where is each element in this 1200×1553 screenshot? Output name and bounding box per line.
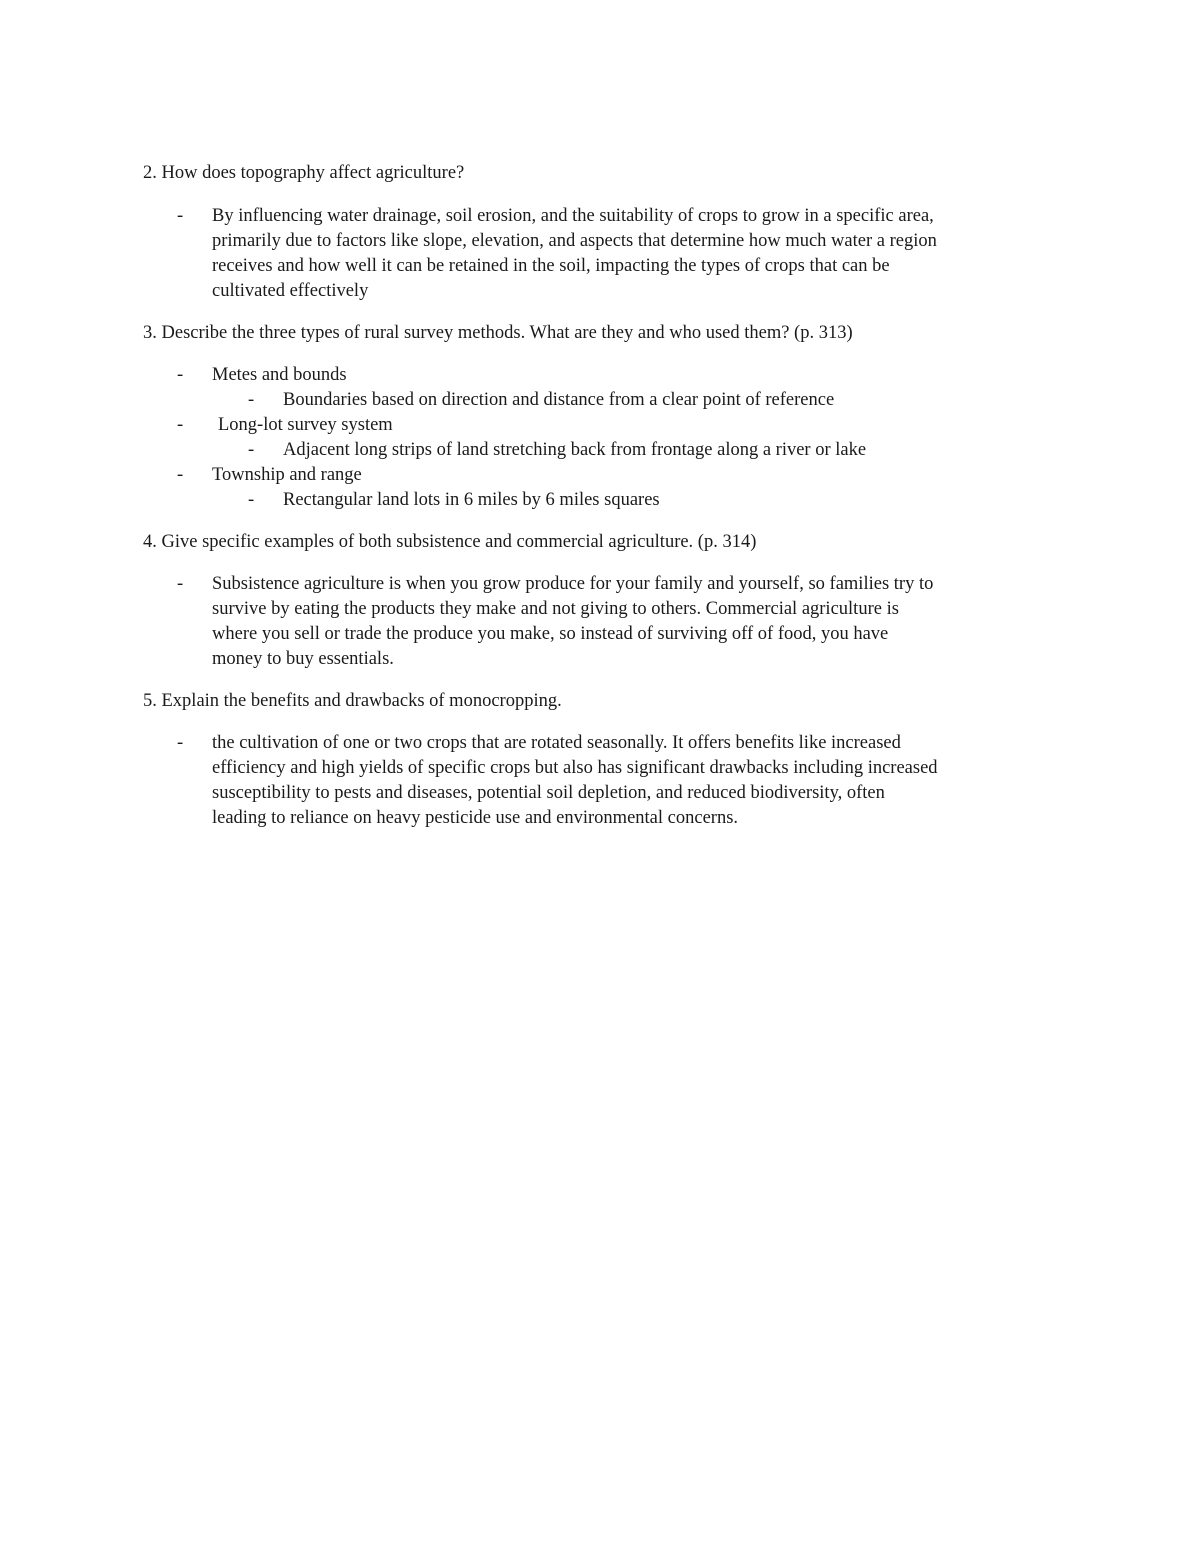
answer-4 <box>212 572 1072 672</box>
answer-line: leading to reliance on heavy pesticide use and environmental concerns. <box>212 808 739 828</box>
bullet-dash: - <box>177 415 184 435</box>
survey-method-label: Metes and bounds <box>212 365 347 385</box>
sub-bullet-dash: - <box>248 390 255 410</box>
answer-line: money to buy essentials. <box>212 649 394 669</box>
bullet-dash: - <box>177 365 184 385</box>
answer-2 <box>212 204 1072 304</box>
sub-bullet-dash: - <box>248 490 255 510</box>
bullet-dash: - <box>177 574 184 594</box>
survey-method-detail: Rectangular land lots in 6 miles by 6 miles squares <box>283 490 660 510</box>
survey-method-label: Township and range <box>212 465 362 485</box>
answer-line: efficiency and high yields of specific crops but also has significant drawbacks including increased <box>212 758 938 778</box>
answer-line: cultivated effectively <box>212 281 369 301</box>
bullet-dash: - <box>177 733 184 753</box>
question-5: 5. Explain the benefits and drawbacks of monocropping. <box>143 691 562 711</box>
question-2: 2. How does topography affect agriculture? <box>143 163 465 183</box>
answer-line: survive by eating the products they make and not giving to others. Commercial agriculture is <box>212 599 899 619</box>
answer-line: receives and how well it can be retained in the soil, impacting the types of crops that can be <box>212 256 890 276</box>
sub-bullet-dash: - <box>248 440 255 460</box>
survey-method-detail: Boundaries based on direction and distance from a clear point of reference <box>283 390 835 410</box>
answer-line: primarily due to factors like slope, elevation, and aspects that determine how much water a region <box>212 231 937 251</box>
survey-method-detail: Adjacent long strips of land stretching back from frontage along a river or lake <box>283 440 867 460</box>
answer-line: where you sell or trade the produce you make, so instead of surviving off of food, you have <box>212 624 889 644</box>
survey-method-label: Long-lot survey system <box>218 415 393 435</box>
bullet-dash: - <box>177 465 184 485</box>
question-3: 3. Describe the three types of rural survey methods. What are they and who used them? (p. 313) <box>143 323 853 343</box>
answer-5 <box>212 731 1072 831</box>
answer-line: By influencing water drainage, soil erosion, and the suitability of crops to grow in a specific area, <box>212 206 934 226</box>
answer-line: Subsistence agriculture is when you grow produce for your family and yourself, so families try to <box>212 574 934 594</box>
answer-line: the cultivation of one or two crops that are rotated seasonally. It offers benefits like increased <box>212 733 901 753</box>
question-4: 4. Give specific examples of both subsistence and commercial agriculture. (p. 314) <box>143 532 757 552</box>
bullet-dash: - <box>177 206 184 226</box>
answer-line: susceptibility to pests and diseases, potential soil depletion, and reduced biodiversity, often <box>212 783 885 803</box>
